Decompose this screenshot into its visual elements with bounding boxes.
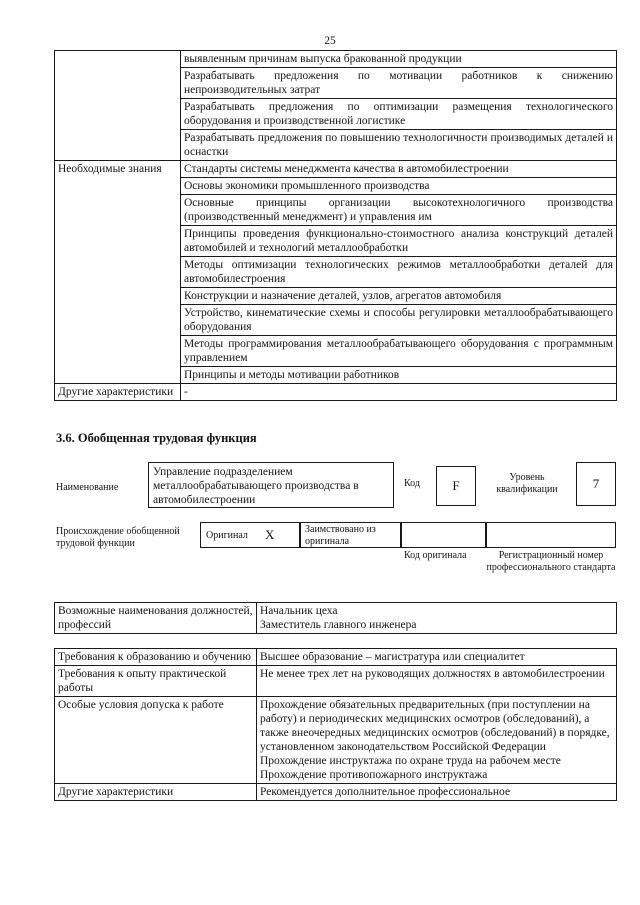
list-item: Методы оптимизации технологических режимов металлообработки деталей для автомобилестроения xyxy=(181,257,617,288)
level-value: 7 xyxy=(576,462,616,506)
requirement-value: Высшее образование – магистратура или специалитет xyxy=(257,649,617,666)
position-item: Заместитель главного инженера xyxy=(260,619,417,631)
list-item: Конструкции и назначение деталей, узлов, агрегатов автомобиля xyxy=(181,288,617,305)
origin-label: Происхождение обобщенной трудовой функции xyxy=(56,526,180,549)
original-box xyxy=(200,522,300,548)
knowledge-table xyxy=(54,50,617,401)
positions-values xyxy=(257,603,617,634)
requirement-value: Рекомендуется дополнительное профессиональное xyxy=(257,784,617,801)
level-label: Уровень квалификации xyxy=(496,472,558,495)
table-row xyxy=(55,603,617,634)
list-item: Разрабатывать предложения по повышению технологичности производимых деталей и оснастки xyxy=(181,130,617,161)
table-row xyxy=(55,649,617,666)
list-item: Стандарты системы менеджмента качества в автомобилестроении xyxy=(181,161,617,178)
list-item: выявленным причинам выпуска бракованной продукции xyxy=(181,51,617,68)
requirement-value xyxy=(257,697,617,784)
positions-table xyxy=(54,602,617,634)
list-item: Основы экономики промышленного производства xyxy=(181,178,617,195)
original-code-field xyxy=(401,522,486,548)
positions-label: Возможные наименования должностей, профессий xyxy=(55,603,257,634)
table-row xyxy=(55,666,617,697)
list-item: Принципы и методы мотивации работников xyxy=(181,367,617,384)
list-item: Методы программирования металлообрабатывающего оборудования с программным управлением xyxy=(181,336,617,367)
list-item: - xyxy=(181,384,617,401)
page-number: 25 xyxy=(324,35,336,47)
table-row xyxy=(55,161,617,178)
original-label: Оригинал xyxy=(206,530,248,541)
table-row xyxy=(55,51,617,68)
section-title: 3.6. Обобщенная трудовая функция xyxy=(56,431,257,445)
reg-caption: Регистрационный номер профессионального стандарта xyxy=(486,550,616,573)
list-item: Разрабатывать предложения по оптимизации размещения технологического оборудования и производственной логистике xyxy=(181,99,617,130)
table-row xyxy=(55,384,617,401)
function-name-box: Управление подразделением металлообрабатывающего производства в автомобилестроении xyxy=(148,462,394,508)
position-item: Начальник цеха xyxy=(260,605,338,617)
list-item: Основные принципы организации высокотехнологичного производства (производственный менеджмент) и управления им xyxy=(181,195,617,226)
requirement-line: Прохождение инструктажа по охране труда на рабочем месте xyxy=(260,755,561,767)
table-row xyxy=(55,697,617,784)
reg-number-field xyxy=(486,522,616,548)
requirement-label: Особые условия допуска к работе xyxy=(55,697,257,784)
requirements-table xyxy=(54,648,617,801)
row-label-knowledge: Необходимые знания xyxy=(55,161,181,384)
requirement-line: Прохождение обязательных предварительных (при поступлении на работу) и периодических медицинских осмотров (обследований), а также внеочередных медицинских осмотров (обследований) в порядке, установленном законодательством Российской Федерации xyxy=(260,699,610,753)
borrowed-label: Заимствовано из оригинала xyxy=(300,522,401,548)
row-label xyxy=(55,51,181,161)
list-item: Разрабатывать предложения по мотивации работников к снижению непроизводительных затрат xyxy=(181,68,617,99)
requirement-label: Требования к образованию и обучению xyxy=(55,649,257,666)
code-caption: Код оригинала xyxy=(404,550,467,561)
row-label-other: Другие характеристики xyxy=(55,384,181,401)
code-label: Код xyxy=(404,478,420,489)
list-item: Принципы проведения функционально-стоимостного анализа конструкций деталей автомобилей и технологий металлообработки xyxy=(181,226,617,257)
name-label: Наименование xyxy=(56,482,119,493)
list-item: Устройство, кинематические схемы и способы регулировки металлообрабатывающего оборудования xyxy=(181,305,617,336)
requirement-line: Прохождение противопожарного инструктажа xyxy=(260,769,488,781)
table-row xyxy=(55,784,617,801)
requirement-value: Не менее трех лет на руководящих должностях в автомобилестроении xyxy=(257,666,617,697)
original-mark: X xyxy=(265,527,275,542)
code-value: F xyxy=(436,466,476,506)
requirement-label: Требования к опыту практической работы xyxy=(55,666,257,697)
requirement-label: Другие характеристики xyxy=(55,784,257,801)
